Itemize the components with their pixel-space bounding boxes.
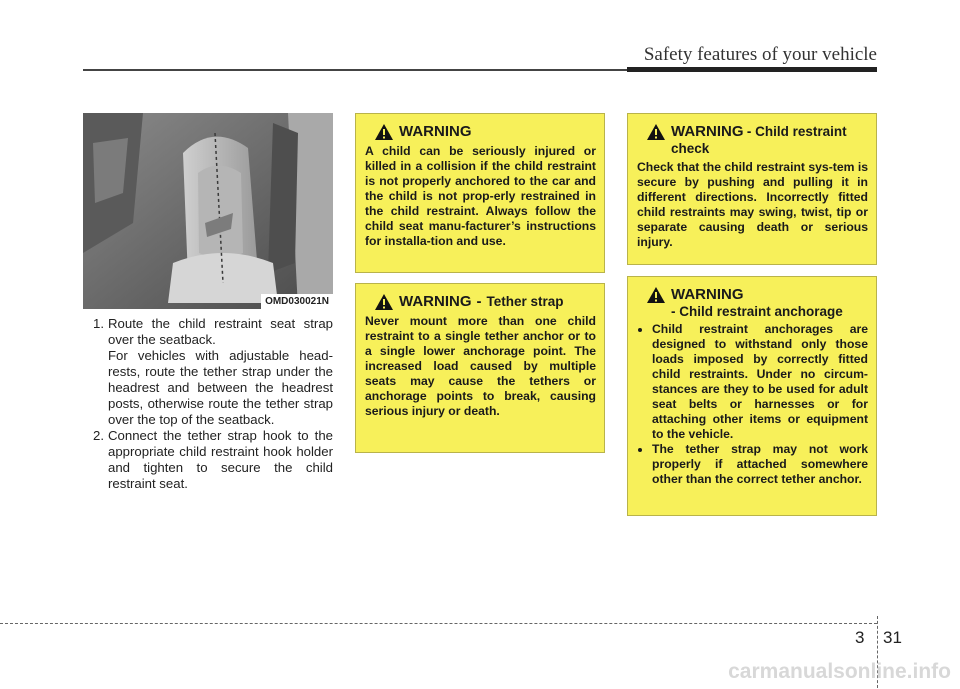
warning-box-anchorage [627, 276, 877, 516]
warning-title: WARNING [399, 293, 472, 310]
watermark: carmanualsonline.info [728, 660, 951, 683]
step-number: 1. [93, 316, 104, 331]
instruction-steps [83, 316, 333, 492]
warning-subtitle: - Child restraint anchorage [671, 304, 843, 319]
warning-title: WARNING [671, 286, 744, 303]
warning-title: WARNING [399, 123, 472, 140]
warning-bullet-list [637, 322, 868, 487]
warning-header [637, 286, 868, 319]
warning-body: Check that the child restraint sys-tem is secure by pushing and pulling it in different directions. Incorrectly fitted child restraints may swing, twist, tip or separate causing death or serious injury. [637, 160, 868, 249]
step-1-detail: For vehicles with adjustable head-rests, route the tether strap under the headrest and between the headrest posts, otherwise route the tether strap over the top of the seatback. [108, 348, 333, 427]
warning-triangle-icon [374, 123, 394, 141]
step-text: Route the child restraint seat strap over the seatback. [108, 316, 333, 347]
warning-header [637, 123, 868, 157]
warning-triangle-icon [646, 123, 666, 141]
step-2 [83, 428, 333, 492]
step-1 [83, 316, 333, 348]
step-text: Connect the tether strap hook to the appropriate child restraint hook holder and tighten to secure the child restraint seat. [108, 428, 333, 491]
warning-body: A child can be seriously injured or killed in a collision if the child restraint is not properly anchored to the car and the child is not prop-erly restrained in the child restraint. Always follow the child seat manu-facturer’s instructions for installa-tion and use. [365, 144, 596, 248]
warning-header [365, 123, 596, 141]
warning-subtitle: Tether strap [486, 294, 564, 309]
child-seat-photo [83, 113, 333, 309]
list-item: • Child restraint anchorages are designed to withstand only those loads imposed by correctly fitted child restraints. Under no circum-stances are they to be used for adult seat belts or harnesses or for attaching other items or equipment to the vehicle. [652, 322, 868, 442]
child-seat-illustration [83, 113, 333, 309]
warning-triangle-icon [374, 293, 394, 311]
warning-body: Never mount more than one child restraint to a single tether anchor or to a single lower anchorage point. The increased load caused by multiple seats may cause the tethers or anchorage points to break, causing serious injury or death. [365, 314, 596, 418]
footer-rule [0, 623, 877, 624]
warning-header [365, 293, 596, 311]
warning-title: WARNING [671, 123, 744, 140]
warning-box-tether [355, 283, 605, 453]
warning-dash: - [476, 293, 482, 310]
header-rule-accent [627, 67, 877, 72]
warning-box-check [627, 113, 877, 265]
chapter-number: 3 [855, 628, 865, 647]
warning-subtitle: - Child restraint check [671, 124, 847, 156]
photo-caption: OMD030021N [261, 294, 333, 309]
list-item: • The tether strap may not work properly if attached somewhere other than the correct tether anchor. [652, 442, 868, 487]
step-number: 2. [93, 428, 104, 443]
warning-triangle-icon [646, 286, 666, 304]
page-number: 31 [883, 628, 902, 647]
warning-box-main [355, 113, 605, 273]
section-title: Safety features of your vehicle [643, 44, 877, 65]
